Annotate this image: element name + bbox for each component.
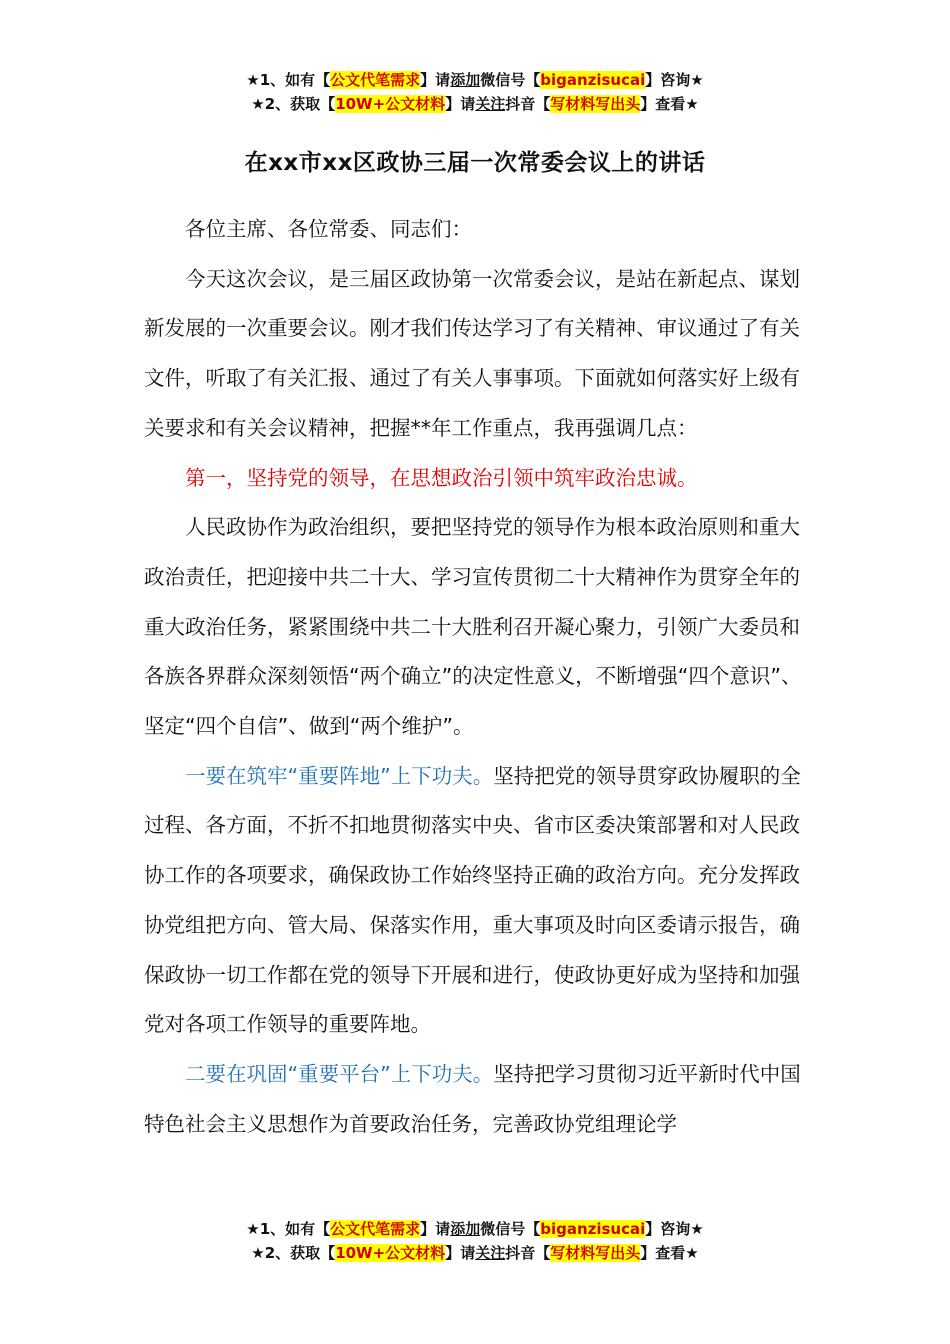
banner-highlight: 10W+公文材料 (335, 1244, 446, 1262)
header-banner (0, 68, 950, 116)
footer-banner (0, 1217, 950, 1265)
point-paragraph: 一要在筑牢“重要阵地”上下功夫。坚持把党的领导贯穿政协履职的全过程、各方面，不折不扣地贯彻落实中央、省市区委决策部署和对人民政协工作的各项要求，确保政协工作始终坚持正确的政治方向。充分发挥政协党组把方向、管大局、保落实作用，重大事项及时向区委请示报告，确保政协一切工作都在党的领导下开展和进行，使政协更好成为坚持和加强党对各项工作领导的重要阵地。 (144, 763, 801, 1037)
document-title: 在xx市xx区政协三届一次常委会议上的讲话 (244, 150, 706, 176)
banner-highlight: biganzisucai (540, 71, 646, 89)
banner-line-2: ★2、获取【10W+公文材料】请关注抖音【写材料写出头】查看★ (251, 1244, 699, 1262)
banner-highlight: 10W+公文材料 (335, 95, 446, 113)
document-body (144, 205, 810, 1149)
point-heading: 一要在筑牢“重要阵地”上下功夫。 (185, 763, 494, 788)
banner-highlight: biganzisucai (540, 1220, 646, 1238)
banner-line-1: ★1、如有【公文代笔需求】请添加微信号【biganzisucai】咨询★ (246, 1220, 704, 1238)
banner-highlight: 公文代笔需求 (330, 1220, 421, 1238)
point-heading: 二要在巩固“重要平台”上下功夫。 (185, 1061, 494, 1086)
section-paragraph: 人民政协作为政治组织，要把坚持党的领导作为根本政治原则和重大政治责任，把迎接中共二十大、学习宣传贯彻二十大精神作为贯穿全年的重大政治任务，紧紧围绕中共二十大胜利召开凝心聚力，引领广大委员和各族各界群众深刻领悟“两个确立”的决定性意义，不断增强“四个意识”、坚定“四个自信”、做到“两个维护”。 (144, 515, 802, 739)
banner-highlight: 公文代笔需求 (330, 71, 421, 89)
banner-highlight: 写材料写出头 (550, 1244, 641, 1262)
point-paragraph: 二要在巩固“重要平台”上下功夫。坚持把学习贯彻习近平新时代中国特色社会主义思想作为首要政治任务，完善政协党组理论学 (144, 1061, 801, 1136)
banner-line-2: ★2、获取【10W+公文材料】请关注抖音【写材料写出头】查看★ (251, 95, 699, 113)
intro-paragraph: 今天这次会议，是三届区政协第一次常委会议，是站在新起点、谋划新发展的一次重要会议。刚才我们传达学习了有关精神、审议通过了有关文件，听取了有关汇报、通过了有关人事事项。下面就如何落实好上级有关要求和有关会议精神，把握**年工作重点，我再强调几点： (144, 266, 800, 440)
salutation: 各位主席、各位常委、同志们： (185, 217, 472, 241)
section-heading: 第一，坚持党的领导，在思想政治引领中筑牢政治忠诚。 (185, 465, 698, 490)
banner-highlight: 写材料写出头 (550, 95, 641, 113)
banner-line-1: ★1、如有【公文代笔需求】请添加微信号【biganzisucai】咨询★ (246, 71, 704, 89)
